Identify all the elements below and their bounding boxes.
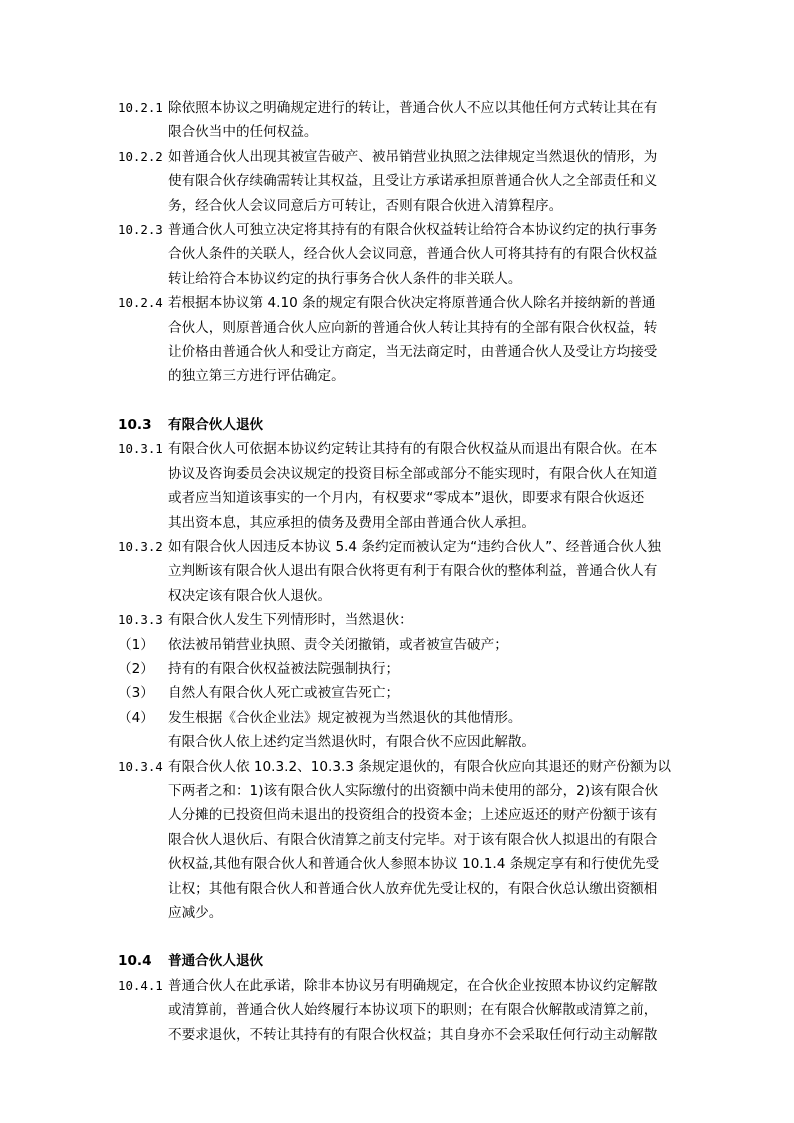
clause-number: 10.2.4 <box>118 295 163 311</box>
clause-text-line: 有限合伙人依上述约定当然退伙时，有限合伙不应因此解散。 <box>168 734 536 751</box>
clause-text-line: 有限合伙人可依据本协议约定转让其持有的有限合伙权益从而退出有限合伙。在本 <box>168 441 658 458</box>
list-item-number: （4） <box>118 709 154 726</box>
list-item-number: （3） <box>118 685 154 702</box>
list-item-text: 发生根据《合伙企业法》规定被视为当然退伙的其他情形。 <box>168 709 522 726</box>
clause-text-line: 除依照本协议之明确规定进行的转让，普通合伙人不应以其他任何方式转让其在有 <box>168 100 658 116</box>
section-number: 10.4 <box>118 953 152 970</box>
list-item-text: 自然人有限合伙人死亡或被宣告死亡； <box>168 685 400 702</box>
clause-text-line: 让价格由普通合伙人和受让方商定，当无法商定时，由普通合伙人及受让方均接受 <box>168 344 658 361</box>
clause-text-line: 下两者之和：1)该有限合伙人实际缴付的出资额中尚未使用的部分，2)该有限合伙 <box>168 782 659 799</box>
clause-number: 10.3.3 <box>118 612 163 628</box>
clause-text-line: 普通合伙人在此承诺，除非本协议另有明确规定，在合伙企业按照本协议约定解散 <box>168 977 658 994</box>
clause-text-line: 限合伙当中的任何权益。 <box>168 124 318 141</box>
clause-text-line: 合伙人条件的关联人，经合伙人会议同意，普通合伙人可将其持有的有限合伙权益 <box>168 246 658 263</box>
clause-number: 10.2.2 <box>118 148 163 164</box>
clause-text-line: 不要求退伙，不转让其持有的有限合伙权益；其自身亦不会采取任何行动主动解散 <box>168 1026 658 1043</box>
clause-text-line: 人分摊的已投资但尚未退出的投资组合的投资本金；上述应返还的财产份额于该有 <box>168 807 658 824</box>
clause-text-line: 有限合伙人发生下列情形时，当然退伙： <box>168 612 413 629</box>
clause-10-2-3 <box>118 218 678 291</box>
clause-text-line: 或清算前，普通合伙人始终履行本协议项下的职则；在有限合伙解散或清算之前， <box>168 1002 658 1019</box>
clause-number: 10.2.3 <box>118 222 163 238</box>
clause-10-3-4 <box>118 755 678 926</box>
clause-number: 10.4.1 <box>118 977 163 993</box>
clause-10-2-4 <box>118 291 678 389</box>
list-item-number: （2） <box>118 660 154 677</box>
section-heading-10-4 <box>118 949 678 973</box>
clause-text-line: 立判断该有限合伙人退出有限合伙将更有利于有限合伙的整体利益，普通合伙人有 <box>168 563 658 580</box>
clause-text-line: 权决定该有限合伙人退伙。 <box>168 587 332 604</box>
clause-10-3-3 <box>118 608 678 754</box>
clause-text-line: 或者应当知道该事实的一个月内，有权要求“零成本”退伙，即要求有限合伙返还 <box>168 490 645 507</box>
list-item-text: 持有的有限合伙权益被法院强制执行； <box>168 660 400 677</box>
section-number: 10.3 <box>118 416 152 433</box>
clause-text-line: 合伙人，则原普通合伙人应向新的普通合伙人转让其持有的全部有限合伙权益，转 <box>168 319 658 336</box>
clause-text-line: 应减少。 <box>168 905 223 921</box>
clause-number: 10.3.4 <box>118 758 163 774</box>
clause-text-line: 如普通合伙人出现其被宣告破产、被吊销营业执照之法律规定当然退伙的情形，为 <box>168 148 658 165</box>
clause-text-line: 使有限合伙存续确需转让其权益，且受让方承诺承担原普通合伙人之全部责任和义 <box>168 173 658 190</box>
clause-text-line: 伙权益,其他有限合伙人和普通合伙人参照本协议 10.1.4 条规定享有和行使优先受 <box>168 856 660 873</box>
document-body <box>118 96 678 1047</box>
clause-text-line: 若根据本协议第 4.10 条的规定有限合伙决定将原普通合伙人除名并接纳新的普通 <box>168 295 656 312</box>
clause-text-line: 让权；其他有限合伙人和普通合伙人放弃优先受让权的，有限合伙总认缴出资额相 <box>168 880 658 897</box>
list-item-text: 依法被吊销营业执照、责令关闭撤销，或者被宣告破产； <box>168 636 508 653</box>
clause-text-line: 其出资本息，其应承担的债务及费用全部由普通合伙人承担。 <box>168 514 536 531</box>
clause-10-4-1 <box>118 974 678 1047</box>
clause-text-line: 转让给符合本协议约定的执行事务合伙人条件的非关联人。 <box>168 270 522 287</box>
clause-10-2-1 <box>118 96 678 145</box>
section-title: 有限合伙人退伙 <box>168 416 264 433</box>
clause-text-line: 如有限合伙人因违反本协议 5.4 条约定而被认定为“违约合伙人”、经普通合伙人独 <box>168 538 661 555</box>
clause-number: 10.3.1 <box>118 441 163 457</box>
list-item <box>118 681 678 705</box>
clause-10-3-1 <box>118 437 678 535</box>
list-item-number: （1） <box>118 636 154 653</box>
clause-number: 10.3.2 <box>118 538 163 554</box>
list-item <box>118 633 678 657</box>
clause-10-2-2 <box>118 145 678 218</box>
section-heading-10-3 <box>118 413 678 437</box>
list-item <box>118 706 678 730</box>
section-title: 普通合伙人退伙 <box>168 953 264 970</box>
clause-10-3-2 <box>118 535 678 608</box>
clause-text-line: 普通合伙人可独立决定将其持有的有限合伙权益转让给符合本协议约定的执行事务 <box>168 222 658 239</box>
clause-text-line: 有限合伙人依 10.3.2、10.3.3 条规定退伙的，有限合伙应向其退还的财产份额为以 <box>168 758 671 775</box>
list-item <box>118 657 678 681</box>
clause-number: 10.2.1 <box>118 100 163 115</box>
clause-text-line: 协议及咨询委员会决议规定的投资目标全部或部分不能实现时，有限合伙人在知道 <box>168 465 658 482</box>
clause-text-line: 务，经合伙人会议同意后方可转让，否则有限合伙进入清算程序。 <box>168 197 563 214</box>
clause-text-line: 限合伙人退伙后、有限合伙清算之前支付完毕。对于该有限合伙人拟退出的有限合 <box>168 831 658 848</box>
clause-text-line: 的独立第三方进行评估确定。 <box>168 368 345 385</box>
